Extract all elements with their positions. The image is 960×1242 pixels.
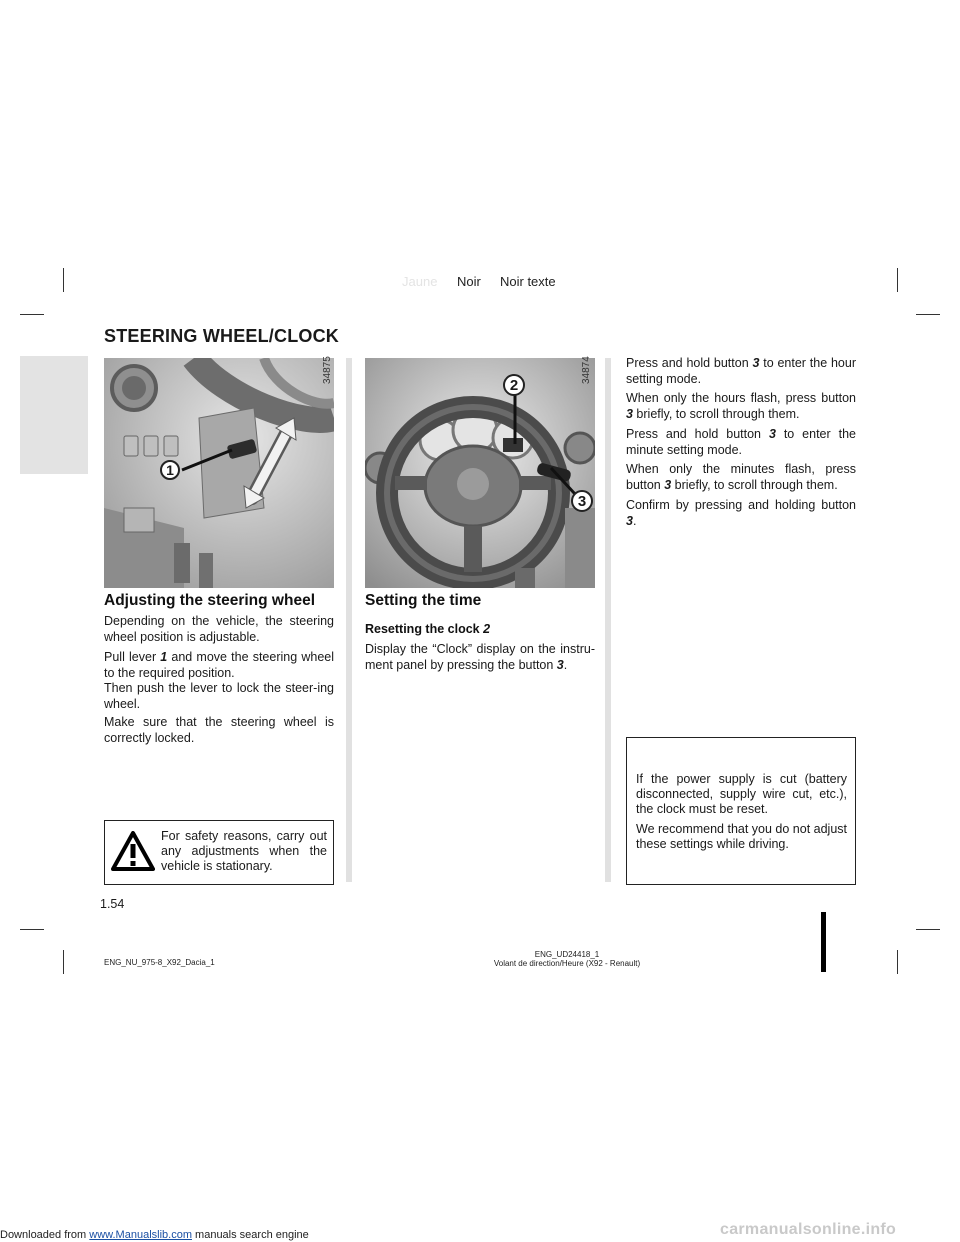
column-divider [346,358,352,882]
paragraph-text: briefly, to scroll through them. [671,477,838,492]
note-text: If the power supply is cut (battery disconnected, supply wire cut, etc.), the clock must be reset. [636,772,847,816]
reference-number: 3 [664,477,672,492]
paragraph-text: Depending on the vehicle, the steering wheel position is adjustable. [104,614,334,644]
paragraph [626,462,856,493]
crop-mark [916,929,940,930]
subheading-resetting-clock [365,622,490,636]
reference-number: 1 [160,650,168,664]
dashboard-photo [365,358,595,588]
callout-1-label: 1 [166,462,174,478]
paragraph-text: Confirm by pressing and holding button [626,498,856,512]
section-heading-steering-wheel: Adjusting the steering wheel [104,592,315,609]
footer-code-line: ENG_UD24418_1 [534,950,600,959]
crop-mark [63,268,64,292]
reference-number: 2 [483,622,491,636]
callout-2-badge [503,374,525,396]
paragraph-text: Then push the lever to lock the steer-ing wheel. [104,681,334,711]
steering-lever-photo [104,358,334,588]
chapter-side-tab [20,356,88,474]
section-heading-setting-time: Setting the time [365,592,482,609]
crop-mark [897,950,898,974]
paragraph [365,642,595,673]
header-label-noir: Noir [457,274,481,289]
download-banner [0,1229,309,1241]
footer-code-line: Volant de direction/Heure (X92 - Renault) [493,959,641,968]
paragraph-text: to enter the minute setting mode. [626,427,856,457]
callout-1-badge [160,460,180,480]
photo-reference-number: 34874 [581,356,592,384]
warning-text: For safety reasons, carry out any adjustments when the vehicle is stationary. [161,829,327,873]
paragraph-text: When only the hours flash, press button [626,391,856,405]
callout-3-badge [571,490,593,512]
paragraph-text: . [563,657,568,672]
page-title: STEERING WHEEL/CLOCK [104,326,340,346]
note-text: We recommend that you do not adjust these settings while driving. [636,822,847,851]
paragraph-text: briefly, to scroll through them. [632,406,800,421]
crop-mark [916,314,940,315]
crop-mark [897,268,898,292]
chapter-edge-bar [821,912,826,972]
footer-section-code [474,950,660,968]
safety-warning-box [104,820,334,885]
callout-2-label: 2 [509,377,519,394]
reference-number: 3 [768,427,776,441]
paragraph-text: Display the “Clock” display on the instru-ment panel by pressing the button [365,642,595,672]
paragraph [104,715,334,746]
paragraph [626,356,856,387]
paragraph [626,427,856,458]
reference-number: 3 [556,657,564,672]
paragraph-text: . [632,513,637,528]
paragraph [104,650,334,712]
footer-document-code: ENG_NU_975-8_X92_Dacia_1 [104,958,215,967]
warning-triangle-icon [111,831,155,871]
paragraph-text: Press and hold button [626,427,769,441]
paragraph-text: Pull lever [104,650,161,664]
manualslib-link[interactable]: www.Manualslib.com [89,1229,192,1241]
crop-mark [20,929,44,930]
page-number: 1.54 [100,897,125,911]
paragraph [626,391,856,422]
photo-reference-number: 34875 [322,356,333,384]
paragraph-text: Make sure that the steering wheel is correctly locked. [104,715,334,745]
paragraph-text: to enter the hour setting mode. [626,356,856,386]
site-watermark: carmanualsonline.info [720,1221,897,1238]
header-label-noir-texte: Noir texte [500,274,556,289]
subheading-text: Resetting the clock [365,622,484,636]
reference-number: 3 [626,513,633,528]
crop-mark [63,950,64,974]
header-label-jaune: Jaune [402,274,438,289]
column-divider [605,358,611,882]
paragraph [626,498,856,529]
paragraph-text: Press and hold button [626,356,753,370]
paragraph-text: When only the minutes flash, press button [626,462,856,492]
crop-mark [20,314,44,315]
clock-reset-note-box [626,737,856,885]
banner-text: manuals search engine [191,1229,309,1241]
paragraph [104,614,334,645]
banner-text: Downloaded from [0,1229,90,1241]
paragraph-text: and move the steering wheel to the required position. [104,650,334,680]
reference-number: 3 [752,356,760,370]
callout-3-label: 3 [577,493,587,510]
reference-number: 3 [626,406,633,421]
